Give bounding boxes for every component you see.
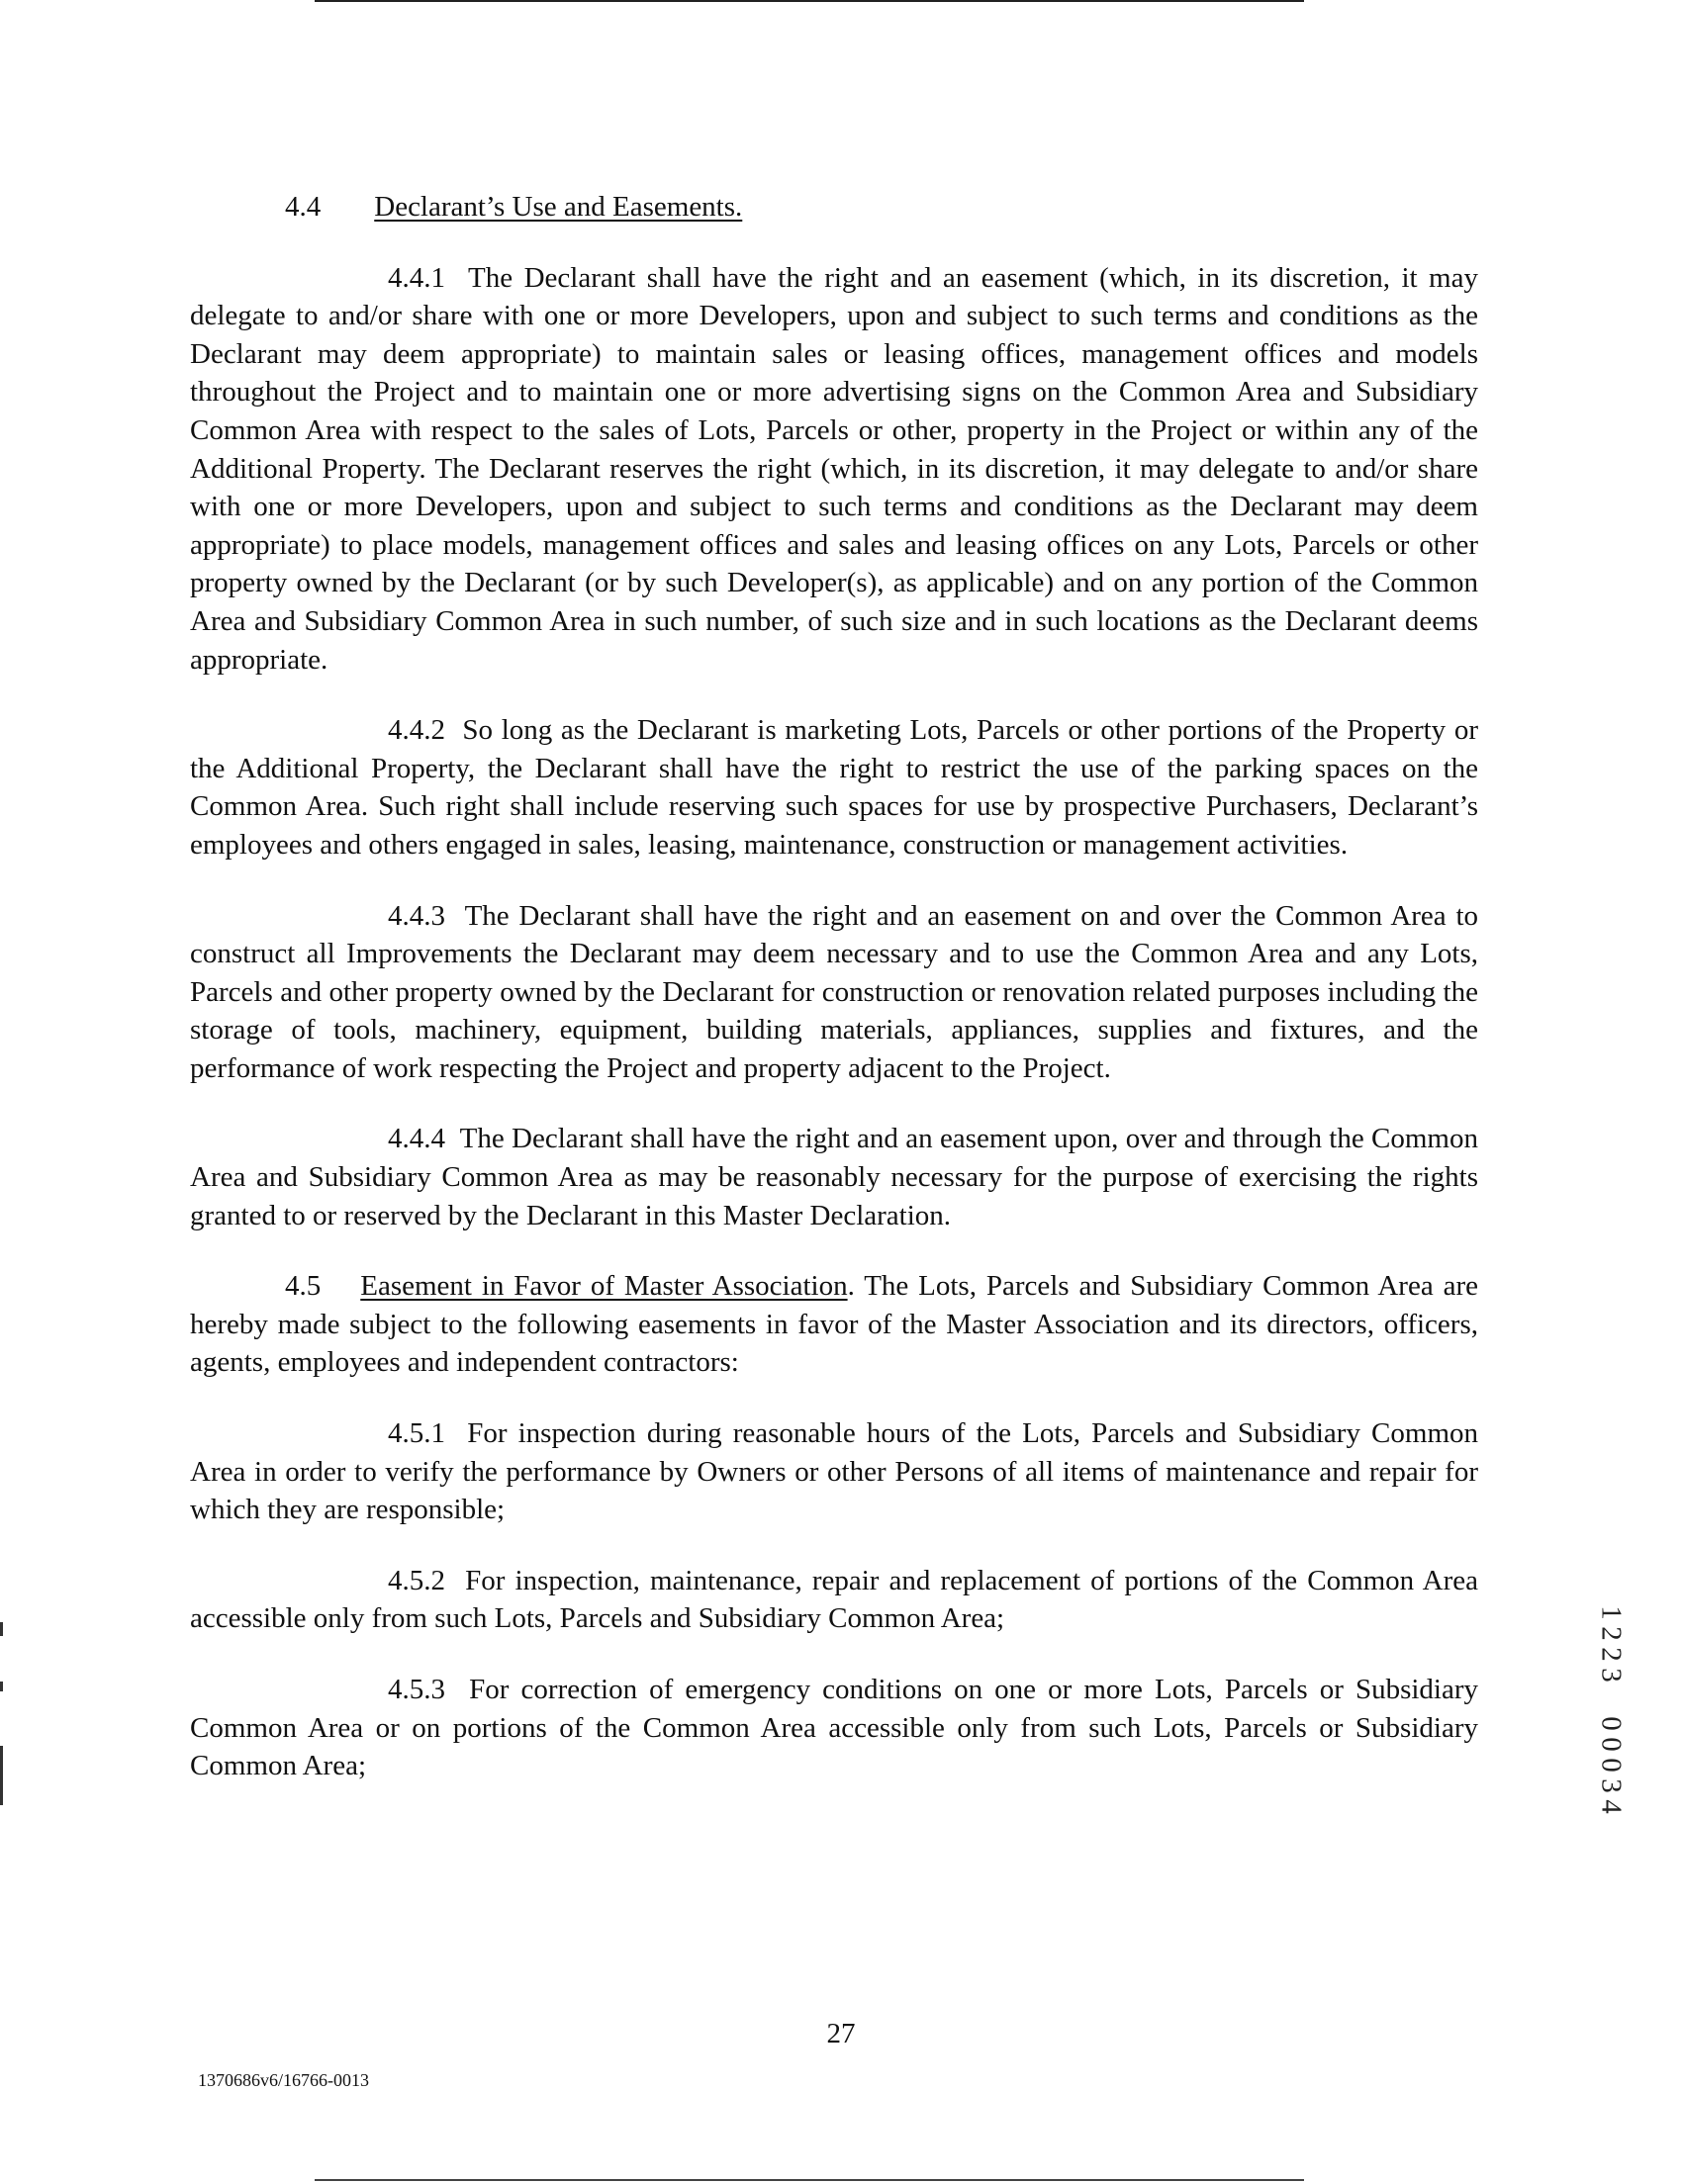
margin-recording-stamp — [1591, 1602, 1631, 1817]
section-4-5-2 — [190, 1562, 1478, 1638]
bottom-scan-edge — [315, 2179, 1304, 2181]
section-4-4-1 — [190, 259, 1478, 680]
section-text: For inspection during reasonable hours of the Lots, Parcels and Subsidiary Common Area in order to verify the performance by Owners or other Persons of all items of maintenance and repair for which they are responsible; — [190, 1417, 1479, 1526]
left-scan-mark — [0, 1746, 3, 1805]
section-number: 4.5 — [285, 1270, 322, 1303]
section-4-5-3 — [190, 1671, 1478, 1785]
section-title: Declarant’s Use and Easements. — [374, 191, 743, 223]
section-number: 4.4.2 — [388, 714, 445, 747]
section-4-4-4 — [190, 1120, 1478, 1234]
stamp-digit: 0 — [1595, 1737, 1628, 1752]
page-number: 27 — [826, 2018, 856, 2049]
stamp-digit: 3 — [1595, 1778, 1628, 1793]
left-scan-mark — [0, 1622, 3, 1636]
stamp-digit: 2 — [1595, 1626, 1628, 1641]
section-number: 4.4.4 — [388, 1123, 445, 1155]
section-text: So long as the Declarant is marketing Lots, Parcels or other portions of the Property or the Additional Property, the Declarant shall have the right to restrict the use of the parking spaces on the Common Area. Such right shall include reserving such spaces for use by prospective Purchasers, Declarant’s employees and others engaged in sales, leasing, maintenance, construction or management activities. — [190, 714, 1478, 861]
section-text: For correction of emergency conditions on one or more Lots, Parcels or Subsidiary Common Area or on portions of the Common Area accessible only from such Lots, Parcels or Subsidiary Common Area; — [190, 1674, 1479, 1782]
section-number: 4.5.1 — [388, 1417, 445, 1450]
document-id: 1370686v6/16766-0013 — [198, 2070, 369, 2090]
stamp-digit: 0 — [1595, 1716, 1628, 1731]
section-text: The Declarant shall have the right and an easement (which, in its discretion, it may delegate to and/or share with one or more Developers, upon and subject to such terms and conditions as the Declarant may deem appropriate) to maintain sales or leasing offices, management offices and models throughout the Project and to maintain one or more advertising signs on the Common Area and Subsidiary Common Area with respect to the sales of Lots, Parcels or other, property in the Project or within any of the Additional Property. The Declarant reserves the right (which, in its discretion, it may delegate to and/or share with one or more Developers, upon and subject to such terms and conditions as the Declarant may deem appropriate) to place models, management offices and sales and leasing offices on any Lots, Parcels or other property owned by the Declarant (or by such Developer(s), as applicable) and on any portion of the Common Area and Subsidiary Common Area in such number, of such size and in such locations as the Declarant deems appropriate. — [190, 261, 1478, 676]
section-4-4-3 — [190, 897, 1478, 1088]
section-text: The Declarant shall have the right and an easement upon, over and through the Common Area and Subsidiary Common Area as may be reasonably necessary for the purpose of exercising the rights granted to or reserved by the Declarant in this Master Declaration. — [190, 1123, 1478, 1231]
section-text: For inspection, maintenance, repair and replacement of portions of the Common Area accessible only from such Lots, Parcels and Subsidiary Common Area; — [190, 1564, 1478, 1635]
section-number: 4.4.1 — [388, 261, 445, 294]
stamp-digit: 2 — [1595, 1647, 1628, 1662]
stamp-digit: 3 — [1595, 1668, 1628, 1683]
left-scan-mark — [0, 1682, 3, 1691]
section-4-5-1 — [190, 1414, 1478, 1529]
section-number: 4.4 — [285, 191, 322, 223]
section-text: The Declarant shall have the right and an easement on and over the Common Area to construct all Improvements the Declarant may deem necessary and to use the Common Area and any Lots, Parcels and other property owned by the Declarant for construction or renovation related purposes including the storage of tools, machinery, equipment, building materials, appliances, supplies and fixtures, and the performance of work respecting the Project and property adjacent to the Project. — [190, 899, 1478, 1084]
stamp-digit: 4 — [1595, 1799, 1628, 1814]
stamp-digit: 0 — [1595, 1758, 1628, 1773]
stamp-digit: 1 — [1595, 1605, 1628, 1620]
section-number: 4.4.3 — [388, 899, 445, 932]
section-title: Easement in Favor of Master Association — [360, 1270, 848, 1303]
section-number: 4.5.2 — [388, 1564, 445, 1596]
section-4-5 — [190, 1267, 1478, 1382]
section-text: . The Lots, Parcels and Subsidiary Common Area are hereby made subject to the following easements in favor of the Master Association and its directors, officers, agents, employees and independent contractors: — [190, 1270, 1478, 1379]
section-4-4-heading — [190, 188, 1478, 227]
section-4-4-2 — [190, 711, 1478, 864]
document-body — [190, 188, 1478, 1818]
section-number: 4.5.3 — [388, 1674, 445, 1705]
top-scan-edge — [315, 0, 1304, 2]
